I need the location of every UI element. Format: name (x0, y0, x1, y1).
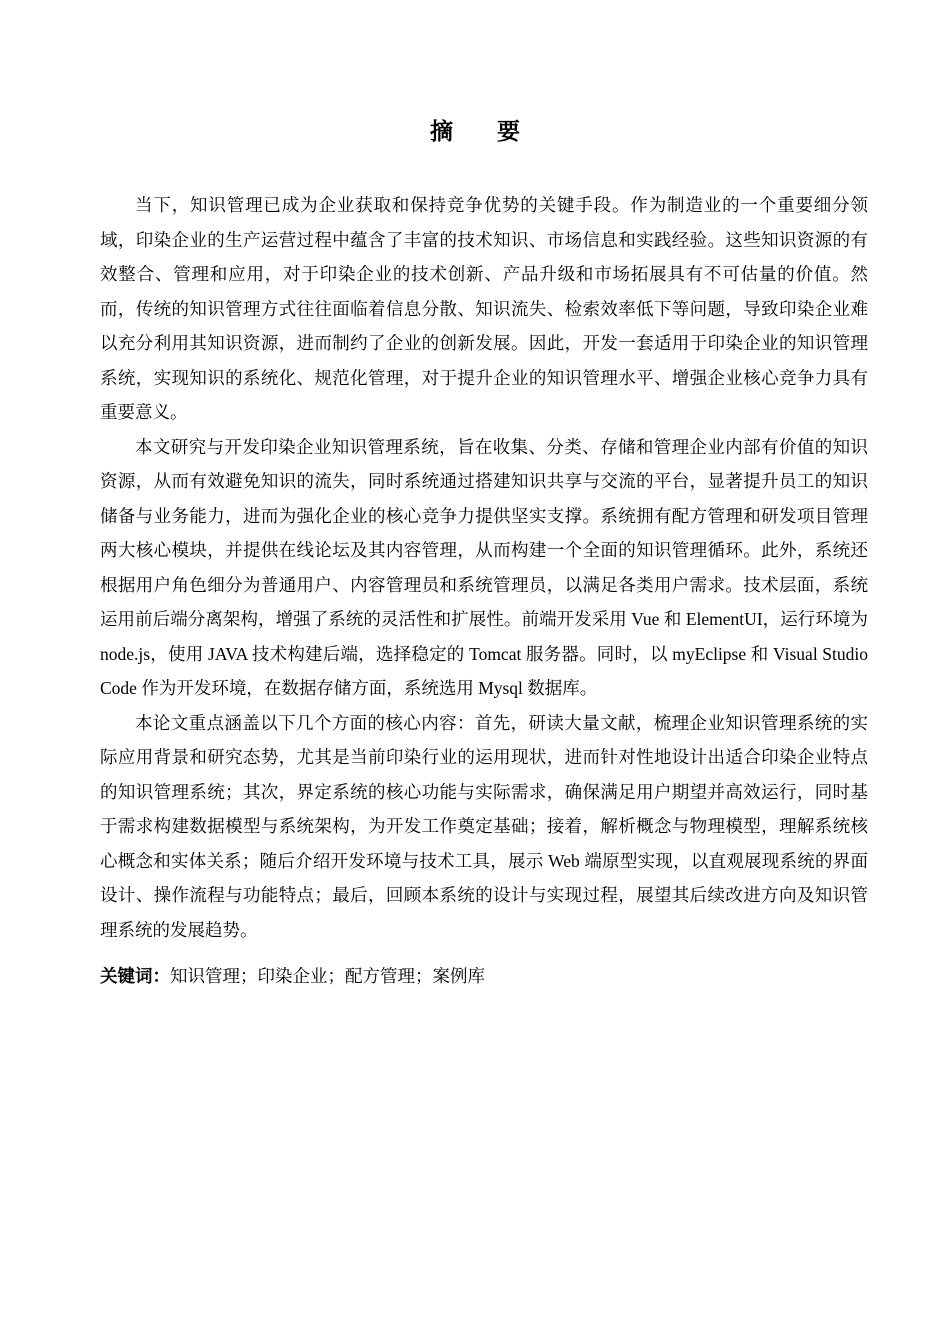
keywords-text: 知识管理；印染企业；配方管理；案例库 (170, 966, 485, 986)
keywords-line (100, 959, 868, 995)
abstract-paragraph-2: 本文研究与开发印染企业知识管理系统，旨在收集、分类、存储和管理企业内部有价值的知识资源，从而有效避免知识的流失，同时系统通过搭建知识共享与交流的平台，显著提升员工的知识储备与业务能力，进而为强化企业的核心竞争力提供坚实支撑。系统拥有配方管理和研发项目管理两大核心模块，并提供在线论坛及其内容管理，从而构建一个全面的知识管理循环。此外，系统还根据用户角色细分为普通用户、内容管理员和系统管理员，以满足各类用户需求。技术层面，系统运用前后端分离架构，增强了系统的灵活性和扩展性。前端开发采用 Vue 和 ElementUI，运行环境为 node.js，使用 JAVA 技术构建后端，选择稳定的 Tomcat 服务器。同时，以 myEclipse 和 Visual Studio Code 作为开发环境，在数据存储方面，系统选用 Mysql 数据库。 (100, 436, 868, 698)
keywords-label: 关键词： (100, 967, 170, 987)
abstract-paragraph-1: 当下，知识管理已成为企业获取和保持竞争优势的关键手段。作为制造业的一个重要细分领域，印染企业的生产运营过程中蕴含了丰富的技术知识、市场信息和实践经验。这些知识资源的有效整合、管理和应用，对于印染企业的技术创新、产品升级和市场拓展具有不可估量的价值。然而，传统的知识管理方式往往面临着信息分散、知识流失、检索效率低下等问题，导致印染企业难以充分利用其知识资源，进而制约了企业的创新发展。因此，开发一套适用于印染企业的知识管理系统，实现知识的系统化、规范化管理，对于提升企业的知识管理水平、增强企业核心竞争力具有重要意义。 (100, 195, 868, 422)
abstract-body (100, 188, 868, 995)
page-title: 摘 要 (429, 119, 538, 145)
abstract-paragraph-3: 本论文重点涵盖以下几个方面的核心内容：首先，研读大量文献，梳理企业知识管理系统的实际应用背景和研究态势，尤其是当前印染行业的运用现状，进而针对性地设计出适合印染企业特点的知识管理系统；其次，界定系统的核心功能与实际需求，确保满足用户期望并高效运行，同时基于需求构建数据模型与系统架构，为开发工作奠定基础；接着，解析概念与物理模型，理解系统核心概念和实体关系；随后介绍开发环境与技术工具，展示 Web 端原型实现，以直观展现系统的界面设计、操作流程与功能特点；最后，回顾本系统的设计与实现过程，展望其后续改进方向及知识管理系统的发展趋势。 (100, 712, 868, 940)
